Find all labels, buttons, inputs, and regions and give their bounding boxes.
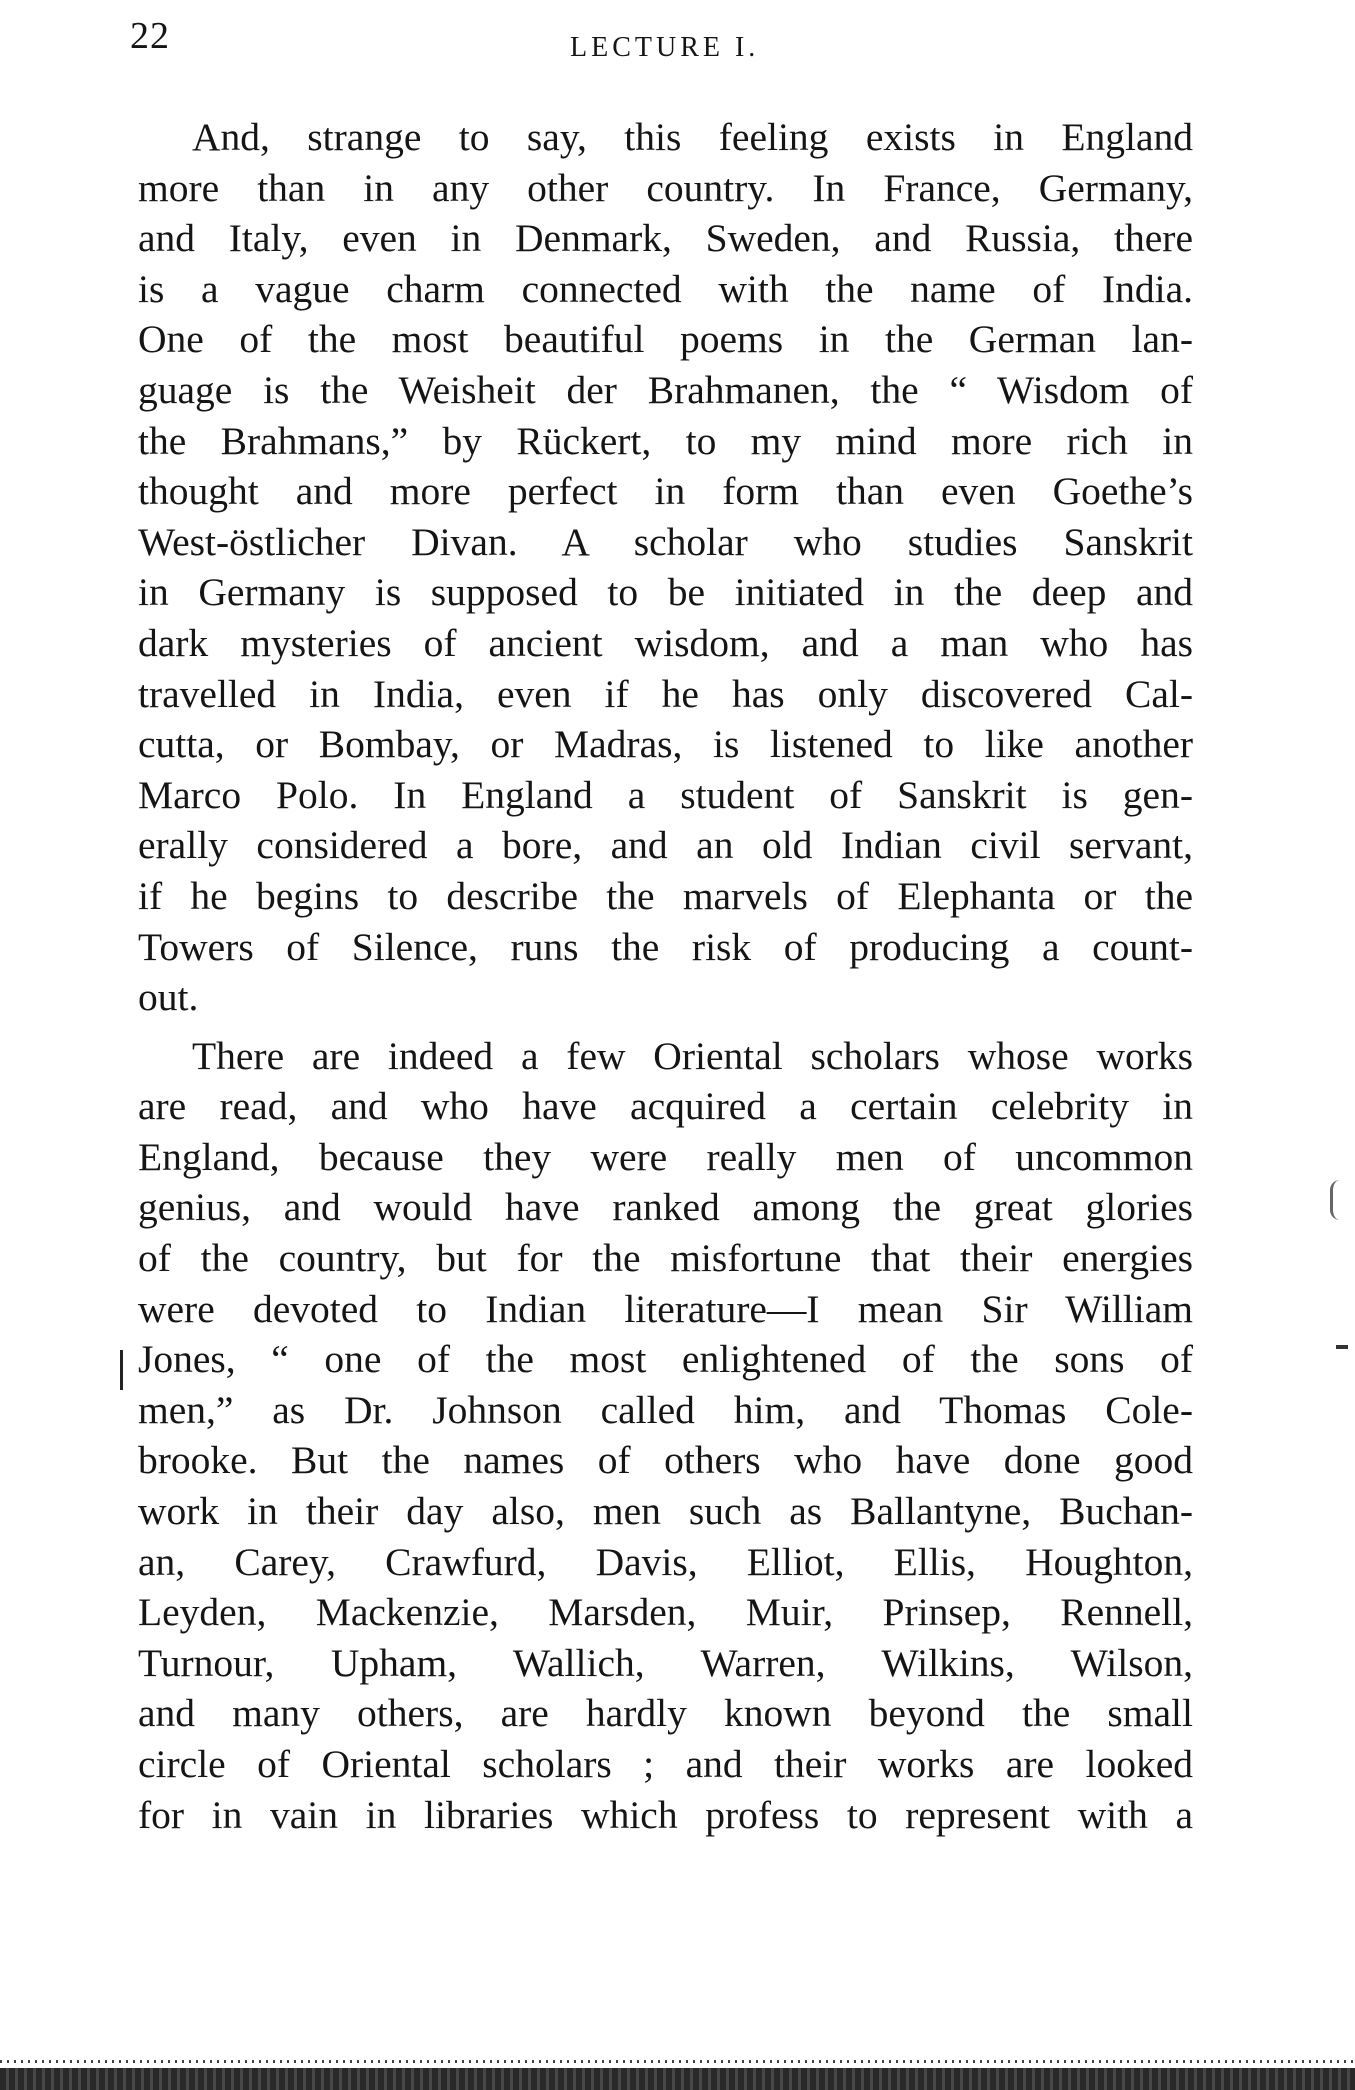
text-line: West-östlicher Divan. A scholar who studies Sanskrit — [138, 519, 1193, 564]
text-line: were devoted to Indian literature—I mean Sir William — [138, 1286, 1193, 1331]
text-line: guage is the Weisheit der Brahmanen, the “ Wisdom of — [138, 367, 1193, 412]
text-line: Towers of Silence, runs the risk of producing a count- — [138, 924, 1193, 969]
text-line: thought and more perfect in form than even Goethe’s — [138, 469, 1193, 514]
page-number: 22 — [130, 15, 170, 57]
body-text — [138, 112, 1193, 1840]
text-line: Marco Polo. In England a student of Sanskrit is gen- — [138, 772, 1193, 817]
running-title: LECTURE I. — [570, 32, 760, 63]
text-line: if he begins to describe the marvels of Elephanta or the — [138, 873, 1193, 918]
text-line: travelled in India, even if he has only discovered Cal- — [138, 671, 1193, 716]
text-line: genius, and would have ranked among the great glories — [138, 1185, 1193, 1230]
text-line: There are indeed a few Oriental scholars whose works — [192, 1033, 1193, 1078]
text-line: are read, and who have acquired a certain celebrity in — [138, 1084, 1193, 1129]
text-line: England, because they were really men of uncommon — [138, 1134, 1193, 1179]
text-line: in Germany is supposed to be initiated in the deep and — [138, 570, 1193, 615]
text-line: Turnour, Upham, Wallich, Warren, Wilkins, Wilson, — [138, 1640, 1193, 1685]
text-line: cutta, or Bombay, or Madras, is listened to like another — [138, 722, 1193, 767]
text-line: work in their day also, men such as Ballantyne, Buchan- — [138, 1489, 1193, 1534]
text-line: and Italy, even in Denmark, Sweden, and Russia, there — [138, 216, 1193, 261]
margin-bar-mark — [120, 1350, 123, 1390]
scan-edge-border — [0, 2068, 1355, 2090]
text-line: an, Carey, Crawfurd, Davis, Elliot, Ellis, Houghton, — [138, 1539, 1193, 1584]
text-line: brooke. But the names of others who have done good — [138, 1438, 1193, 1483]
margin-smudge-icon — [1330, 1180, 1351, 1220]
text-line: Leyden, Mackenzie, Marsden, Muir, Prinsep, Rennell, — [138, 1590, 1193, 1635]
text-line: and many others, are hardly known beyond the small — [138, 1691, 1193, 1736]
text-line: for in vain in libraries which profess to represent with a — [138, 1792, 1193, 1837]
text-line: is a vague charm connected with the name of India. — [138, 266, 1193, 311]
text-line: And, strange to say, this feeling exists in England — [192, 115, 1193, 159]
text-line: Jones, “ one of the most enlightened of the sons of — [138, 1337, 1193, 1382]
text-line: erally considered a bore, and an old Indian civil servant, — [138, 823, 1193, 868]
margin-dash-mark — [1336, 1345, 1348, 1349]
running-head — [130, 14, 1220, 64]
text-line: men,” as Dr. Johnson called him, and Thomas Cole- — [138, 1387, 1193, 1432]
text-line: the Brahmans,” by Rückert, to my mind more rich in — [138, 418, 1193, 463]
text-line: out. — [138, 975, 199, 1020]
text-line: of the country, but for the misfortune that their energies — [138, 1236, 1193, 1281]
text-line: One of the most beautiful poems in the German lan- — [138, 317, 1193, 362]
text-line: more than in any other country. In France, Germany, — [138, 165, 1193, 210]
text-line: circle of Oriental scholars ; and their works are looked — [138, 1742, 1193, 1786]
scan-edge-dots — [0, 2060, 1355, 2063]
text-line: dark mysteries of ancient wisdom, and a man who has — [138, 620, 1193, 665]
